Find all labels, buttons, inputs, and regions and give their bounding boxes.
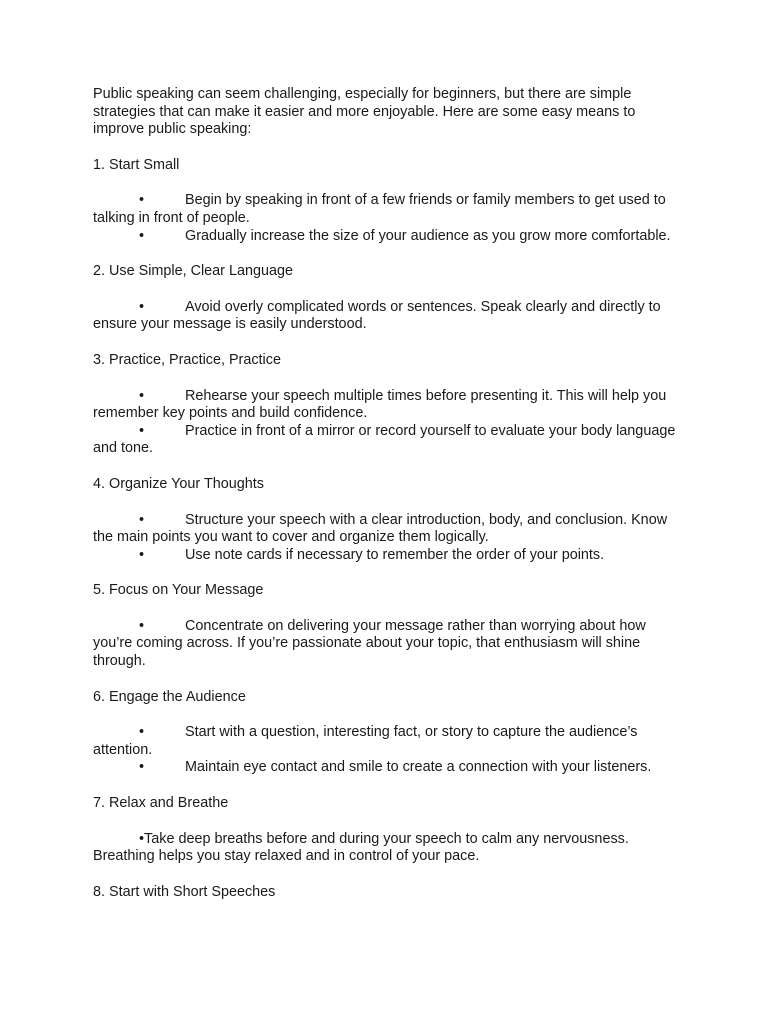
- section-heading: 2. Use Simple, Clear Language: [93, 263, 293, 280]
- bullet-icon: •: [139, 546, 145, 563]
- bullet-text: Take deep breaths before and during your speech to calm any nervousness. Breathing helps you stay relaxed and in control of your pace.: [93, 830, 629, 865]
- spacer: [93, 174, 678, 192]
- spacer: [93, 494, 678, 512]
- bullet-icon: •: [139, 298, 145, 315]
- bullet-item: [93, 724, 678, 759]
- bullet-icon: •: [139, 227, 145, 244]
- section-heading: 7. Relax and Breathe: [93, 795, 229, 812]
- bullet-item: [93, 831, 678, 866]
- spacer: [93, 813, 678, 831]
- bullet-item: [93, 618, 678, 671]
- bullet-text: Use note cards if necessary to remember the order of your points.: [185, 546, 605, 563]
- bullet-icon: •: [139, 759, 145, 776]
- bullet-text: Practice in front of a mirror or record yourself to evaluate your body language and tone.: [93, 422, 676, 457]
- bullet-icon: •: [139, 387, 145, 404]
- spacer: [93, 139, 678, 157]
- spacer: [93, 706, 678, 724]
- spacer: [93, 600, 678, 618]
- spacer: [93, 245, 678, 263]
- bullet-text: Concentrate on delivering your message rather than worrying about how you’re coming across. If you’re passionate about your topic, that enthusiasm will shine through.: [93, 617, 646, 670]
- spacer: [93, 901, 678, 919]
- spacer: [93, 370, 678, 388]
- bullet-item: [93, 228, 678, 246]
- bullet-text: Avoid overly complicated words or sentences. Speak clearly and directly to ensure your message is easily understood.: [93, 298, 661, 333]
- bullet-item: [93, 388, 678, 423]
- section-heading: 6. Engage the Audience: [93, 688, 246, 705]
- spacer: [93, 334, 678, 352]
- spacer: [93, 564, 678, 582]
- section-heading: 1. Start Small: [93, 156, 180, 173]
- bullet-item: [93, 512, 678, 547]
- bullet-item: [93, 423, 678, 458]
- bullet-text: Start with a question, interesting fact, or story to capture the audience’s attention.: [93, 724, 638, 758]
- spacer: [93, 458, 678, 476]
- bullet-text: Structure your speech with a clear introduction, body, and conclusion. Know the main points you want to cover and organize them logically.: [93, 511, 668, 546]
- bullet-text: Begin by speaking in front of a few friends or family members to get used to talking in front of people.: [93, 192, 666, 226]
- spacer: [93, 866, 678, 884]
- section-heading: 5. Focus on Your Message: [93, 582, 264, 599]
- bullet-icon: •: [139, 617, 145, 634]
- section-heading: 8. Start with Short Speeches: [93, 883, 276, 900]
- sections-container: [93, 157, 678, 920]
- bullet-item: [93, 192, 678, 227]
- bullet-item: [93, 547, 678, 565]
- bullet-icon: •: [139, 422, 145, 439]
- section-heading: 3. Practice, Practice, Practice: [93, 351, 281, 368]
- intro-paragraph: Public speaking can seem challenging, especially for beginners, but there are simple strategies that can make it easier and more enjoyable. Here are some easy means to improve public speaking:: [93, 86, 636, 138]
- bullet-icon: •: [139, 830, 145, 847]
- spacer: [93, 671, 678, 689]
- bullet-item: [93, 759, 678, 777]
- bullet-text: Maintain eye contact and smile to create a connection with your listeners.: [185, 759, 652, 776]
- bullet-item: [93, 299, 678, 334]
- bullet-text: Rehearse your speech multiple times before presenting it. This will help you remember key points and build confidence.: [93, 387, 667, 422]
- section-heading: 4. Organize Your Thoughts: [93, 475, 264, 492]
- spacer: [93, 281, 678, 299]
- bullet-text: Gradually increase the size of your audience as you grow more comfortable.: [185, 227, 671, 244]
- bullet-icon: •: [139, 724, 145, 741]
- bullet-icon: •: [139, 192, 145, 209]
- bullet-icon: •: [139, 511, 145, 528]
- spacer: [93, 777, 678, 795]
